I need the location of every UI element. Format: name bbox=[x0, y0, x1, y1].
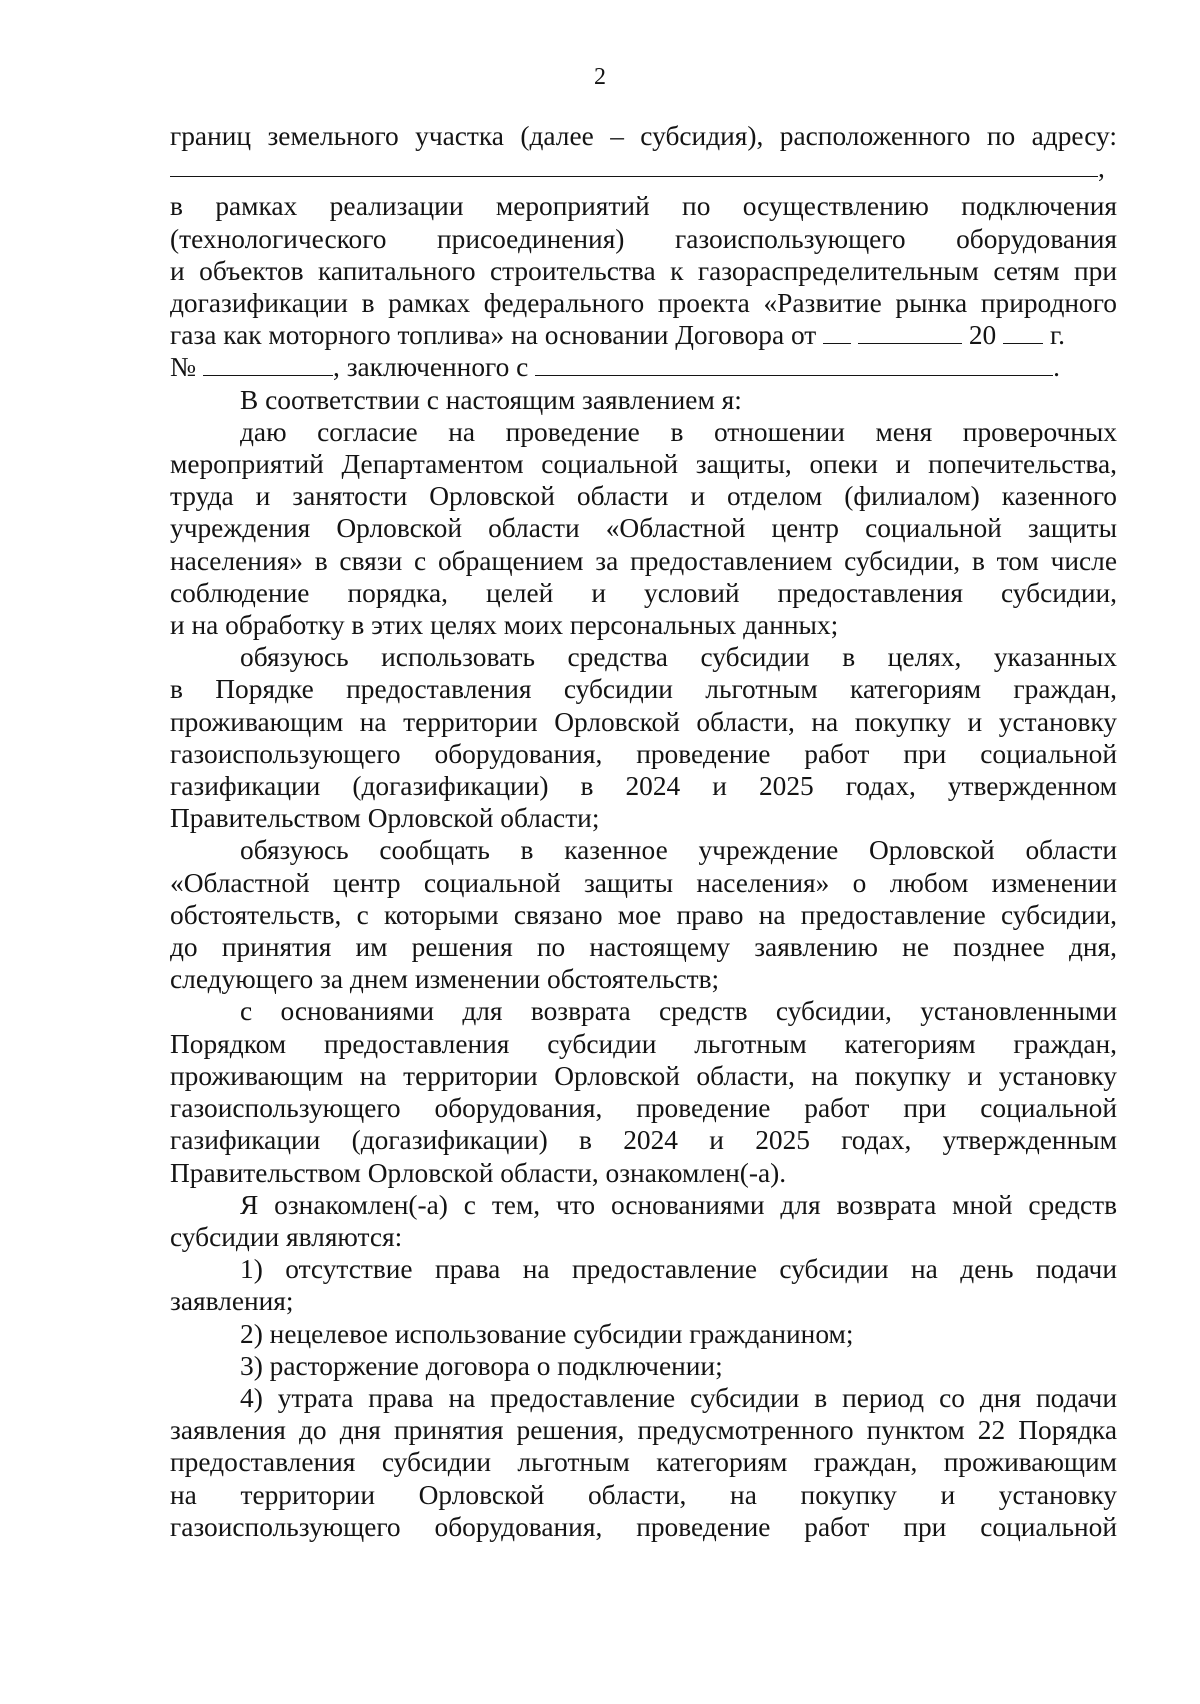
text-line: проживающим на территории Орловской области, на покупку и установку bbox=[170, 1060, 1117, 1091]
text-line: Порядком предоставления субсидии льготным категориям граждан, bbox=[170, 1028, 1117, 1059]
text-line: учреждения Орловской области «Областной центр социальной защиты bbox=[170, 513, 1117, 544]
text-line: проживающим на территории Орловской области, на покупку и установку bbox=[170, 706, 1117, 737]
text-line: до принятия им решения по настоящему заявлению не позднее дня, bbox=[170, 932, 1117, 963]
text-line: Правительством Орловской области; bbox=[170, 803, 600, 834]
text-line: догазификации в рамках федерального проекта «Развитие рынка природного bbox=[170, 288, 1117, 319]
contract-date-label: газа как моторного топлива» на основании Договора от bbox=[170, 320, 817, 351]
text-line: В соответствии с настоящим заявлением я: bbox=[240, 384, 742, 415]
list-item: 1) отсутствие права на предоставление субсидии на день подачи bbox=[240, 1254, 1117, 1285]
year-suffix: г. bbox=[1049, 320, 1065, 351]
text-line: газификации (догазификации) в 2024 и 2025 годах, утвержденном bbox=[170, 771, 1117, 802]
list-item: 3) расторжение договора о подключении; bbox=[240, 1350, 723, 1381]
document-body bbox=[170, 120, 1117, 1543]
month-blank bbox=[858, 321, 962, 344]
text-line: обязуюсь использовать средства субсидии в целях, указанных bbox=[240, 642, 1117, 673]
address-comma: , bbox=[1098, 153, 1105, 184]
page-number: 2 bbox=[594, 64, 606, 90]
text-line: обязуюсь сообщать в казенное учреждение Орловской области bbox=[240, 835, 1117, 866]
text-line: и на обработку в этих целях моих персональных данных; bbox=[170, 610, 839, 641]
text-line: газоиспользующего оборудования, проведение работ при социальной bbox=[170, 1093, 1117, 1124]
text-line: обстоятельств, с которыми связано мое право на предоставление субсидии, bbox=[170, 899, 1117, 930]
text-line: с основаниями для возврата средств субсидии, установленными bbox=[240, 996, 1117, 1027]
address-blank bbox=[170, 154, 1098, 177]
contract-date-line bbox=[170, 319, 1117, 351]
text-line: субсидии являются: bbox=[170, 1221, 403, 1252]
contract-number-blank bbox=[203, 353, 333, 376]
text-line: мероприятий Департаментом социальной защиты, опеки и попечительства, bbox=[170, 449, 1117, 480]
text-line: Я ознакомлен(-а) с тем, что основаниями для возврата мной средств bbox=[240, 1189, 1117, 1220]
text-line: даю согласие на проведение в отношении меня проверочных bbox=[240, 416, 1117, 447]
list-item: 4) утрата права на предоставление субсидии в период со дня подачи bbox=[240, 1382, 1117, 1413]
text-line: предоставления субсидии льготным категориям граждан, проживающим bbox=[170, 1447, 1117, 1478]
address-line bbox=[170, 152, 1117, 184]
text-line: населения» в связи с обращением за предоставлением субсидии, в том числе bbox=[170, 545, 1117, 576]
text-line: газоиспользующего оборудования, проведение работ при социальной bbox=[170, 738, 1117, 769]
day-blank bbox=[823, 321, 851, 344]
text-line: труда и занятости Орловской области и отделом (филиалом) казенного bbox=[170, 481, 1117, 512]
text-line: газификации (догазификации) в 2024 и 2025 годах, утвержденным bbox=[170, 1125, 1117, 1156]
text-line: границ земельного участка (далее – субсидия), расположенного по адресу: bbox=[170, 121, 1117, 151]
text-line: заявления до дня принятия решения, предусмотренного пунктом 22 Порядка bbox=[170, 1415, 1117, 1446]
text-line: и объектов капитального строительства к газораспределительным сетям при bbox=[170, 255, 1117, 286]
text-line: в рамках реализации мероприятий по осуществлению подключения bbox=[170, 191, 1117, 222]
list-item: 2) нецелевое использование субсидии гражданином; bbox=[240, 1318, 854, 1349]
text-line: (технологического присоединения) газоиспользующего оборудования bbox=[170, 223, 1117, 254]
line-end-period: . bbox=[1053, 352, 1060, 383]
text-line: Правительством Орловской области, ознакомлен(-а). bbox=[170, 1157, 787, 1188]
text-line: «Областной центр социальной защиты населения» о любом изменении bbox=[170, 867, 1117, 898]
text-line: газоиспользующего оборудования, проведение работ при социальной bbox=[170, 1511, 1117, 1542]
year-prefix: 20 bbox=[968, 320, 997, 351]
text-line: соблюдение порядка, целей и условий предоставления субсидии, bbox=[170, 577, 1117, 608]
contract-number-line bbox=[170, 351, 1117, 383]
text-line: в Порядке предоставления субсидии льготным категориям граждан, bbox=[170, 674, 1117, 705]
text-line: следующего за днем изменении обстоятельств; bbox=[170, 964, 720, 995]
number-sign: № bbox=[170, 352, 197, 383]
counterparty-blank bbox=[535, 353, 1053, 376]
text-line: заявления; bbox=[170, 1286, 294, 1317]
year-blank bbox=[1003, 321, 1043, 344]
text-line: на территории Орловской области, на покупку и установку bbox=[170, 1479, 1117, 1510]
concluded-with-label: , заключенного с bbox=[333, 352, 529, 383]
